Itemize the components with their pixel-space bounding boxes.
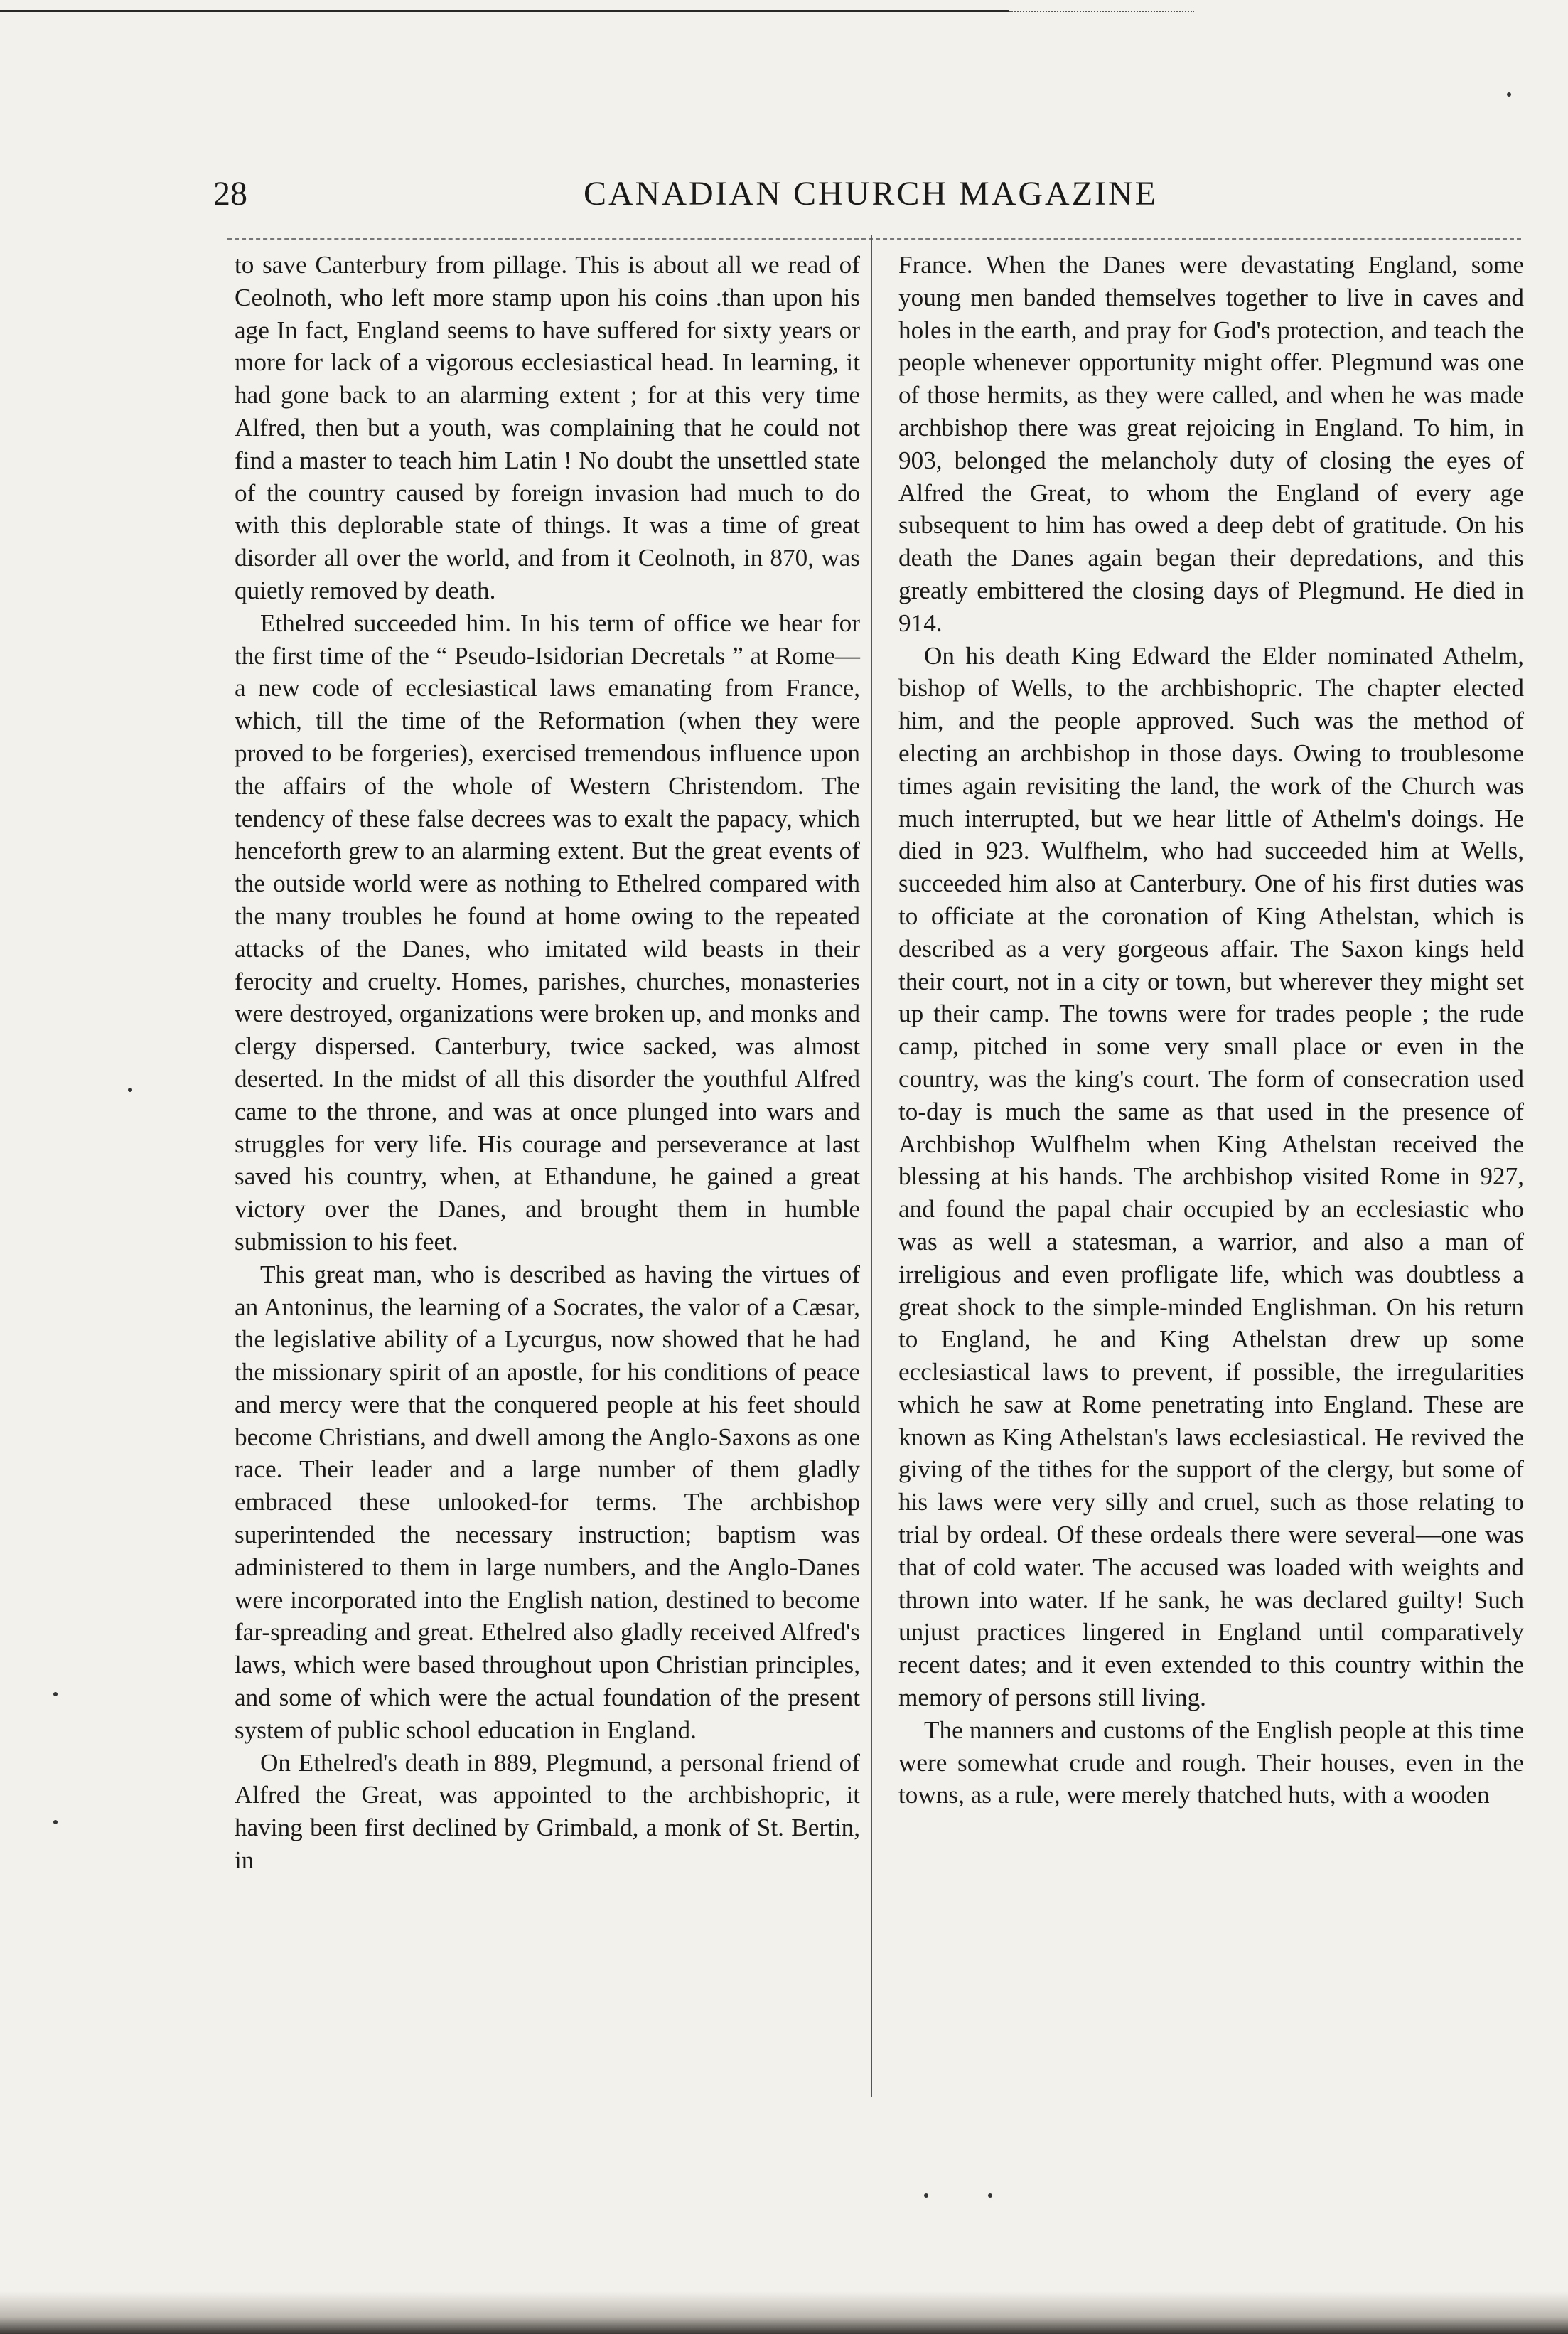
ink-speck	[53, 1692, 58, 1696]
right-column	[898, 249, 1524, 1811]
paragraph: On his death King Edward the Elder nominated Athelm, bishop of Wells, to the archbishopric. The chapter elected him, and the people approved. Such was the method of electing an archbishop in those days. Owing to troublesome times again revisiting the land, the work of the Church was much interrupted, but we hear little of Athelm's doings. He died in 923. Wulfhelm, who had succeeded him at Wells, succeeded him also at Canterbury. One of his first duties was to officiate at the coronation of King Athelstan, which is described as a very gorgeous affair. The Saxon kings held their court, not in a city or town, but wherever they might set up their camp. The towns were for trades people ; the rude camp, pitched in some very small place or even in the country, was the king's court. The form of consecration used to-day is much the same as that used in the presence of Archbishop Wulfhelm when King Athelstan received the blessing at his hands. The archbishop visited Rome in 927, and found the papal chair occupied by an ecclesiastic who was as well a statesman, a warrior, and also a man of irreligious and even profligate life, which was doubtless a great shock to the simple-minded Englishman. On his return to England, he and King Athelstan drew up some ecclesiastical laws to prevent, if possible, the irregularities which he saw at Rome penetrating into England. These are known as King Athelstan's laws ecclesiastical. He revived the giving of the tithes for the support of the clergy, but some of his laws were very silly and cruel, such as those relating to trial by ordeal. Of these ordeals there were several—one was that of cold water. The accused was loaded with weights and thrown into water. If he sank, he was declared guilty! Such unjust practices lingered in England until comparatively recent dates; and it even extended to this country within the memory of persons still living.	[898, 641, 1524, 1712]
top-rule	[0, 10, 1009, 12]
paragraph: France. When the Danes were devastating England, some young men banded themselves together to live in caves and holes in the earth, and pray for God's protection, and teach the people whenever opportunity might offer. Plegmund was one of those hermits, as they were called, and when he was made archbishop there was great rejoicing in England. To him, in 903, belonged the melancholy duty of closing the eyes of Alfred the Great, to whom the England of every age subsequent to him has owed a deep debt of gratitude. On his death the Danes again began their depredations, and this greatly embittered the closing days of Plegmund. He died in 914.	[898, 251, 1524, 637]
page-number: 28	[213, 175, 247, 213]
ink-speck	[1507, 92, 1511, 97]
running-title: CANADIAN CHURCH MAGAZINE	[584, 175, 1158, 213]
top-dotted-rule	[1009, 11, 1194, 13]
paragraph: to save Canterbury from pillage. This is about all we read of Ceolnoth, who left more stamp upon his coins .than upon his age In fact, England seems to have suffered for sixty years or more for lack of a vigorous ecclesiastical head. In learning, it had gone back to an alarming extent ; for at this very time Alfred, then but a youth, was complaining that he could not find a master to teach him Latin ! No doubt the unsettled state of the country caused by foreign invasion had much to do with this deplorable state of things. It was a time of great disorder all over the world, and from it Ceolnoth, in 870, was quietly removed by death.	[235, 251, 860, 604]
paragraph: On Ethelred's death in 889, Plegmund, a personal friend of Alfred the Great, was appointed to the archbishopric, it having been first declined by Grimbald, a monk of St. Bertin, in	[235, 1748, 860, 1875]
ink-speck	[128, 1088, 132, 1092]
left-column	[235, 249, 860, 1877]
column-divider	[871, 235, 872, 2097]
paragraph: Ethelred succeeded him. In his term of office we hear for the first time of the “ Pseudo-Isidorian Decretals ” at Rome—a new code of ecclesiastical laws emanating from France, which, till the time of the Reformation (when they were proved to be forgeries), exercised tremendous influence upon the affairs of the whole of Western Christendom. The tendency of these false decrees was to exalt the papacy, which henceforth grew to an alarming extent. But the great events of the outside world were as nothing to Ethelred compared with the many troubles he found at home owing to the repeated attacks of the Danes, who imitated wild beasts in their ferocity and cruelty. Homes, parishes, churches, monasteries were destroyed, organizations were broken up, and monks and clergy dispersed. Canterbury, twice sacked, was almost deserted. In the midst of all this disorder the youthful Alfred came to the throne, and was at once plunged into wars and struggles for very life. His courage and perseverance at last saved his country, when, at Ethandune, he gained a great victory over the Danes, and brought them in humble submission to his feet.	[235, 609, 860, 1256]
ink-speck	[53, 1820, 58, 1824]
page-header	[213, 174, 1528, 224]
ink-speck	[988, 2193, 992, 2198]
ink-speck	[924, 2193, 928, 2198]
header-rule	[227, 238, 1521, 240]
paragraph: This great man, who is described as having the virtues of an Antoninus, the learning of a Socrates, the valor of a Cæsar, the legislative ability of a Lycurgus, now showed that he had the missionary spirit of an apostle, for his conditions of peace and mercy were that the conquered people at his feet should become Christians, and dwell among the Anglo-Saxons as one race. Their leader and a large number of them gladly embraced these unlooked-for terms. The archbishop superintended the necessary instruction; baptism was administered to them in large numbers, and the Anglo-Danes were incorporated into the English nation, destined to become far-spreading and great. Ethelred also gladly received Alfred's laws, which were based throughout upon Christian principles, and some of which were the actual foundation of the present system of public school education in England.	[235, 1260, 860, 1744]
page-bottom-edge	[0, 2291, 1568, 2334]
paragraph: The manners and customs of the English people at this time were somewhat crude and rough. Their houses, even in the towns, as a rule, were merely thatched huts, with a wooden	[898, 1715, 1524, 1809]
